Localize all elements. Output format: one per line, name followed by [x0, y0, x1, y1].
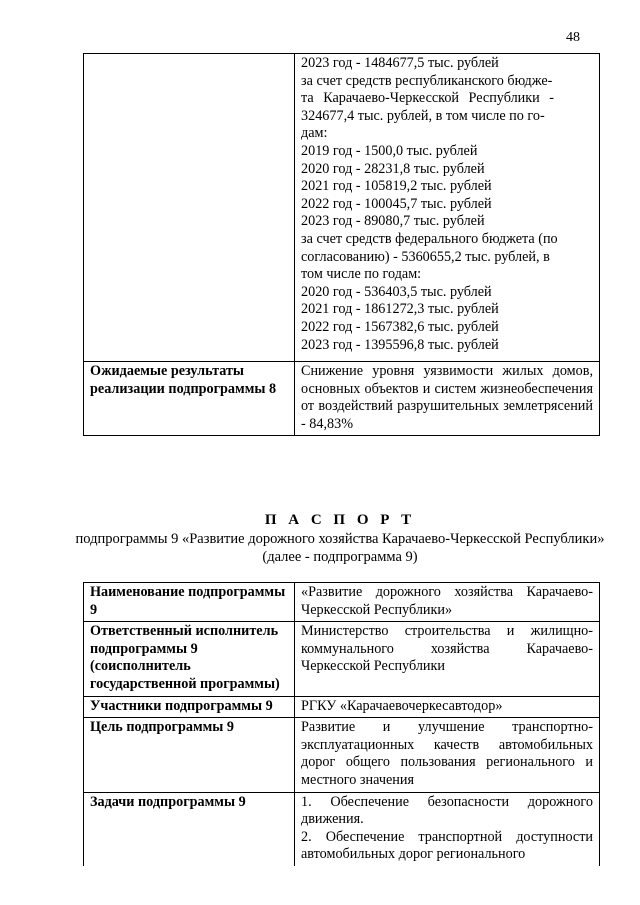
- funding-line: 2022 год - 1567382,6 тыс. рублей: [301, 318, 499, 335]
- funding-line: 2023 год - 1484677,5 тыс. рублей: [301, 55, 499, 71]
- row-label: Участники подпрограммы 9: [84, 696, 295, 718]
- funding-line: 2020 год - 536403,5 тыс. рублей: [301, 283, 492, 300]
- passport-subtitle: подпрограммы 9 «Развитие дорожного хозяйства Карачаево-Черкесской Республики» (далее - подпрограмма 9): [75, 531, 605, 565]
- passport-table: [83, 582, 600, 866]
- funding-line: том числе по годам:: [301, 266, 422, 283]
- row-label: Цель подпрограммы 9: [84, 718, 295, 792]
- task-item: 2. Обеспечение транспортной доступности автомобильных дорог регионального: [301, 828, 593, 863]
- row-value: [295, 792, 600, 866]
- funding-line: за счет средств республиканского бюдже-: [301, 72, 553, 89]
- funding-label-cell: [84, 54, 295, 362]
- funding-line: 2021 год - 1861272,3 тыс. рублей: [301, 301, 499, 318]
- row-value: «Развитие дорожного хозяйства Карачаево-Черкесской Республики»: [295, 583, 600, 622]
- passport-row-name: [84, 583, 600, 622]
- page-number: 48: [566, 30, 580, 45]
- row-value: Развитие и улучшение транспортно-эксплуатационных качеств автомобильных дорог общего пользования регионального и местного значения: [295, 718, 600, 792]
- passport-heading: [70, 511, 610, 566]
- passport-row-tasks: [84, 792, 600, 866]
- funding-line: та Карачаево-Черкесской Республики -: [301, 90, 555, 107]
- funding-value-cell: [295, 54, 600, 362]
- funding-line: 2023 год - 1395596,8 тыс. рублей: [301, 336, 499, 353]
- row-label: Наименование подпрограммы 9: [84, 583, 295, 622]
- funding-line: 2023 год - 89080,7 тыс. рублей: [301, 213, 485, 230]
- funding-line: 2022 год - 100045,7 тыс. рублей: [301, 195, 492, 212]
- expected-results-row: [84, 362, 600, 436]
- funding-line: за счет средств федерального бюджета (по: [301, 230, 558, 247]
- passport-title: П А С П О Р Т: [264, 512, 416, 528]
- row-label: Ответственный исполнитель подпрограммы 9 (соисполнитель государственной программы): [84, 622, 295, 696]
- task-item: 1. Обеспечение безопасности дорожного движения.: [301, 793, 593, 828]
- expected-results-value: Снижение уровня уязвимости жилых домов, основных объектов и систем жизнеобеспечения от воздействий разрушительных землетрясений - 84,83%: [295, 362, 600, 436]
- expected-results-label: Ожидаемые результаты реализации подпрограммы 8: [84, 362, 295, 436]
- funding-line: 2021 год - 105819,2 тыс. рублей: [301, 178, 492, 195]
- subprogram-8-table: [83, 53, 600, 436]
- funding-line: 2020 год - 28231,8 тыс. рублей: [301, 160, 485, 177]
- funding-line: 2019 год - 1500,0 тыс. рублей: [301, 142, 478, 159]
- row-value: Министерство строительства и жилищно-коммунального хозяйства Карачаево-Черкесской Республики: [295, 622, 600, 696]
- funding-line: согласованию) - 5360655,2 тыс. рублей, в: [301, 248, 550, 265]
- funding-line: дам:: [301, 125, 328, 142]
- passport-row-executor: [84, 622, 600, 696]
- row-value: РГКУ «Карачаевочеркесавтодор»: [295, 696, 600, 718]
- funding-row: [84, 54, 600, 362]
- funding-line: 324677,4 тыс. рублей, в том числе по го-: [301, 107, 545, 124]
- passport-row-participants: [84, 696, 600, 718]
- row-label: Задачи подпрограммы 9: [84, 792, 295, 866]
- passport-row-goal: [84, 718, 600, 792]
